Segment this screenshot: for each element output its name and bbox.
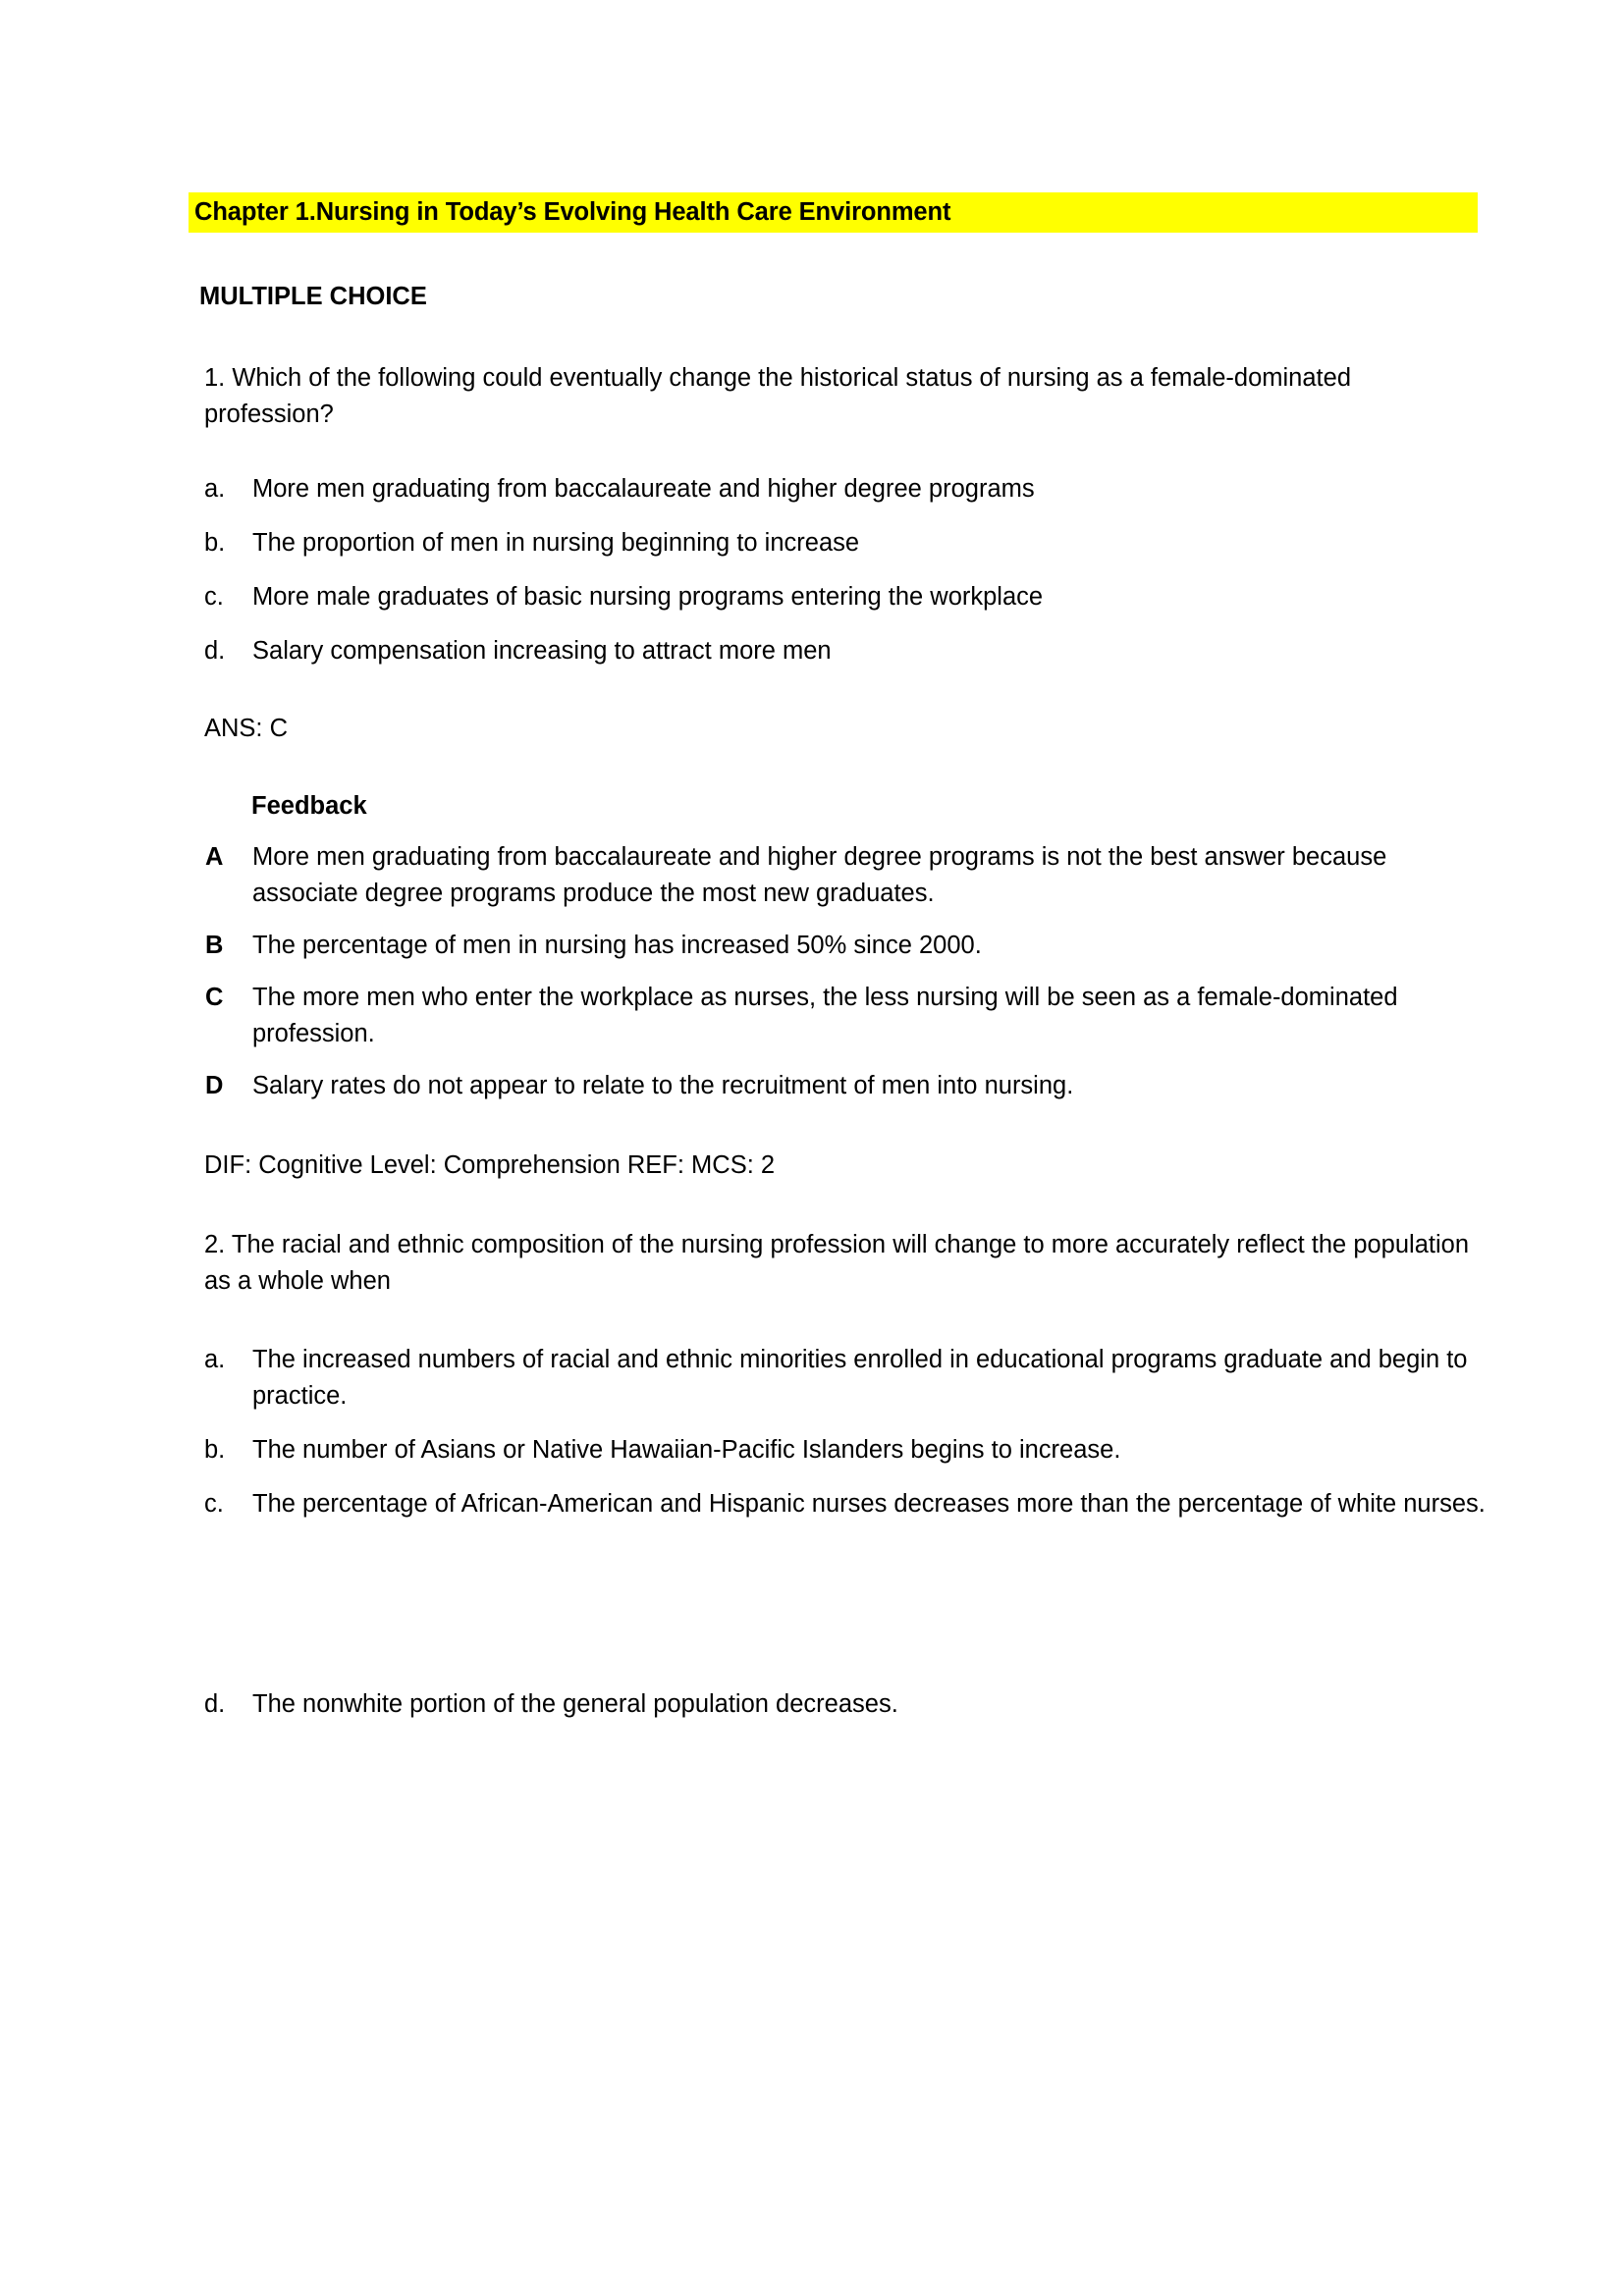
option-row[interactable]: [189, 471, 1494, 507]
option-marker: c.: [204, 582, 224, 611]
option-text: The nonwhite portion of the general population decreases.: [252, 1689, 898, 1718]
feedback-text: Salary rates do not appear to relate to the recruitment of men into nursing.: [252, 1072, 1074, 1100]
option-text: The increased numbers of racial and ethnic minorities enrolled in educational programs graduate and begin to practice.: [252, 1345, 1468, 1410]
chapter-title: Chapter 1.Nursing in Today’s Evolving Health Care Environment: [194, 198, 951, 226]
question-2-stem: 2. The racial and ethnic composition of the nursing profession will change to more accurately reflect the population as a whole when: [204, 1230, 1470, 1295]
document-content: [189, 192, 1494, 1723]
option-text: More male graduates of basic nursing programs entering the workplace: [252, 582, 1044, 611]
option-marker: d.: [204, 636, 226, 665]
question-1-feedback-heading: Feedback: [251, 792, 367, 821]
question-1-option-list: [189, 471, 1494, 669]
feedback-marker: B: [205, 932, 224, 960]
option-row[interactable]: [189, 633, 1494, 669]
question-2-option-list: [189, 1342, 1494, 1522]
option-row[interactable]: [189, 579, 1494, 615]
question-2-option-list-continued: [189, 1686, 1494, 1723]
feedback-row: [189, 1068, 1494, 1104]
feedback-row: [189, 839, 1494, 912]
option-marker: a.: [204, 1345, 226, 1373]
question-1-answer-line: ANS: C: [204, 715, 289, 743]
option-row[interactable]: [189, 525, 1494, 561]
option-text: More men graduating from baccalaureate and higher degree programs: [252, 474, 1035, 503]
option-text: The proportion of men in nursing beginning to increase: [252, 528, 860, 557]
option-row[interactable]: [189, 1686, 1494, 1723]
question-1-feedback-list: [189, 839, 1494, 1104]
question-1-dif-line: DIF: Cognitive Level: Comprehension REF: MCS: 2: [204, 1151, 776, 1180]
option-row[interactable]: [189, 1432, 1494, 1468]
option-marker: c.: [204, 1489, 224, 1518]
feedback-row: [189, 980, 1494, 1052]
feedback-text: More men graduating from baccalaureate and higher degree programs is not the best answer because associate degree programs produce the most new graduates.: [252, 843, 1387, 908]
option-marker: b.: [204, 1435, 226, 1464]
feedback-row: [189, 928, 1494, 964]
feedback-marker: A: [205, 843, 224, 872]
option-text: The percentage of African-American and Hispanic nurses decreases more than the percentage of white nurses.: [252, 1489, 1486, 1518]
feedback-text: The more men who enter the workplace as nurses, the less nursing will be seen as a female-dominated profession.: [252, 984, 1398, 1048]
chapter-title-highlight: [189, 192, 1478, 233]
option-text: Salary compensation increasing to attract more men: [252, 636, 832, 665]
page-break-gap: [189, 1522, 1494, 1686]
option-marker: d.: [204, 1689, 226, 1718]
option-text: The number of Asians or Native Hawaiian-Pacific Islanders begins to increase.: [252, 1435, 1121, 1464]
feedback-marker: C: [205, 984, 224, 1012]
section-heading-multiple-choice: MULTIPLE CHOICE: [199, 283, 427, 311]
option-row[interactable]: [189, 1342, 1494, 1415]
feedback-marker: D: [205, 1072, 224, 1100]
question-1-stem: 1. Which of the following could eventually change the historical status of nursing as a female-dominated profession?: [204, 363, 1351, 428]
option-marker: b.: [204, 528, 226, 557]
option-marker: a.: [204, 474, 226, 503]
feedback-text: The percentage of men in nursing has increased 50% since 2000.: [252, 932, 982, 960]
option-row[interactable]: [189, 1486, 1494, 1522]
